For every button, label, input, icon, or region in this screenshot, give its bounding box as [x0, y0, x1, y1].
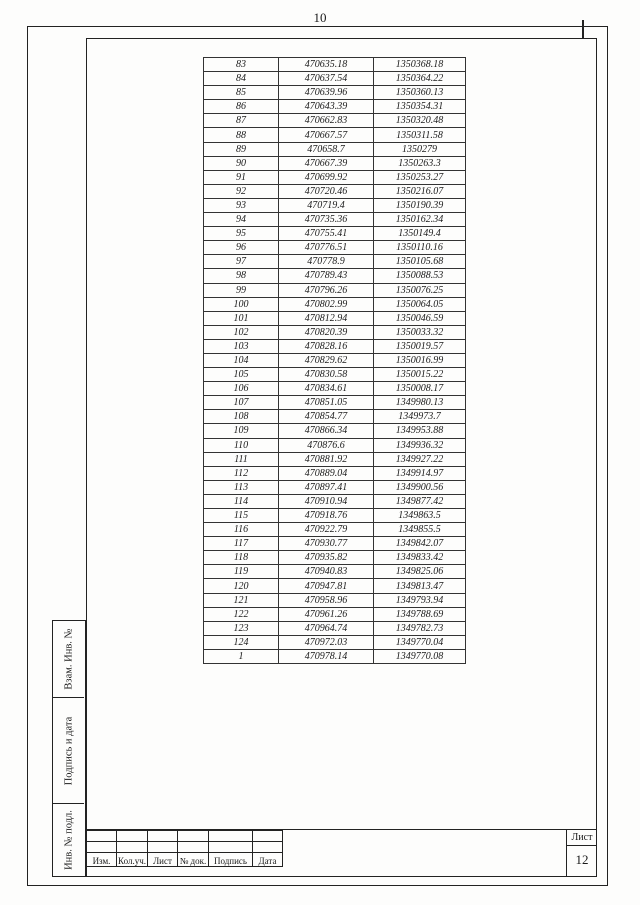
- point-number: 84: [204, 72, 279, 86]
- table-row: [204, 227, 466, 241]
- revision-grid: [86, 830, 283, 867]
- sheet-label: Лист: [567, 832, 597, 846]
- y-coordinate: 1350368.18: [374, 58, 466, 72]
- point-number: 120: [204, 579, 279, 593]
- x-coordinate: 470699.92: [279, 170, 374, 184]
- stamp-label-replacement: Взам. Инв. №: [63, 628, 74, 690]
- x-coordinate: 470889.04: [279, 466, 374, 480]
- point-number: 98: [204, 269, 279, 283]
- point-number: 119: [204, 565, 279, 579]
- table-row: [204, 325, 466, 339]
- x-coordinate: 470796.26: [279, 283, 374, 297]
- x-coordinate: 470658.7: [279, 142, 374, 156]
- frame-tick: [582, 20, 584, 38]
- point-number: 115: [204, 509, 279, 523]
- table-row: [204, 494, 466, 508]
- table-row: [204, 537, 466, 551]
- table-row: [204, 128, 466, 142]
- point-number: 122: [204, 607, 279, 621]
- y-coordinate: 1350149.4: [374, 227, 466, 241]
- table-row: [204, 424, 466, 438]
- point-number: 99: [204, 283, 279, 297]
- y-coordinate: 1350015.22: [374, 368, 466, 382]
- x-coordinate: 470930.77: [279, 537, 374, 551]
- table-row: [204, 438, 466, 452]
- x-coordinate: 470947.81: [279, 579, 374, 593]
- point-number: 1: [204, 649, 279, 663]
- y-coordinate: 1350088.53: [374, 269, 466, 283]
- x-coordinate: 470897.41: [279, 480, 374, 494]
- x-coordinate: 470635.18: [279, 58, 374, 72]
- table-row: [204, 311, 466, 325]
- y-coordinate: 1349855.5: [374, 523, 466, 537]
- y-coordinate: 1350364.22: [374, 72, 466, 86]
- y-coordinate: 1349863.5: [374, 509, 466, 523]
- y-coordinate: 1350162.34: [374, 213, 466, 227]
- point-number: 94: [204, 213, 279, 227]
- point-number: 85: [204, 86, 279, 100]
- point-number: 111: [204, 452, 279, 466]
- x-coordinate: 470735.36: [279, 213, 374, 227]
- col-label-doc-number: № док.: [178, 853, 209, 867]
- y-coordinate: 1349782.73: [374, 621, 466, 635]
- y-coordinate: 1350253.27: [374, 170, 466, 184]
- x-coordinate: 470828.16: [279, 339, 374, 353]
- y-coordinate: 1349877.42: [374, 494, 466, 508]
- point-number: 95: [204, 227, 279, 241]
- table-row: [204, 649, 466, 663]
- col-label-date: Дата: [253, 853, 283, 867]
- x-coordinate: 470667.57: [279, 128, 374, 142]
- y-coordinate: 1349936.32: [374, 438, 466, 452]
- point-number: 110: [204, 438, 279, 452]
- table-row: [204, 100, 466, 114]
- y-coordinate: 1350320.48: [374, 114, 466, 128]
- table-row: [204, 593, 466, 607]
- y-coordinate: 1350016.99: [374, 353, 466, 367]
- y-coordinate: 1350105.68: [374, 255, 466, 269]
- point-number: 107: [204, 396, 279, 410]
- stamp-cell-replacement: [53, 621, 84, 698]
- y-coordinate: 1350008.17: [374, 382, 466, 396]
- y-coordinate: 1350263.3: [374, 156, 466, 170]
- point-number: 105: [204, 368, 279, 382]
- point-number: 93: [204, 198, 279, 212]
- side-stamp-strip: [52, 620, 86, 877]
- table-row: [204, 86, 466, 100]
- x-coordinate: 470851.05: [279, 396, 374, 410]
- table-row: [204, 466, 466, 480]
- y-coordinate: 1349833.42: [374, 551, 466, 565]
- point-number: 87: [204, 114, 279, 128]
- y-coordinate: 1349842.07: [374, 537, 466, 551]
- x-coordinate: 470854.77: [279, 410, 374, 424]
- point-number: 91: [204, 170, 279, 184]
- y-coordinate: 1349980.13: [374, 396, 466, 410]
- y-coordinate: 1349770.04: [374, 635, 466, 649]
- table-row: [204, 509, 466, 523]
- col-label-count: Кол.уч.: [117, 853, 148, 867]
- table-row: [204, 269, 466, 283]
- y-coordinate: 1349770.08: [374, 649, 466, 663]
- table-row: [204, 353, 466, 367]
- point-number: 92: [204, 184, 279, 198]
- x-coordinate: 470637.54: [279, 72, 374, 86]
- point-number: 89: [204, 142, 279, 156]
- table-row: [204, 452, 466, 466]
- col-label-signature: Подпись: [209, 853, 253, 867]
- table-row: [204, 213, 466, 227]
- point-number: 103: [204, 339, 279, 353]
- x-coordinate: 470643.39: [279, 100, 374, 114]
- point-number: 106: [204, 382, 279, 396]
- table-row: [204, 114, 466, 128]
- table-row: [204, 184, 466, 198]
- y-coordinate: 1349953.88: [374, 424, 466, 438]
- table-row: [204, 382, 466, 396]
- x-coordinate: 470961.26: [279, 607, 374, 621]
- x-coordinate: 470834.61: [279, 382, 374, 396]
- point-number: 124: [204, 635, 279, 649]
- point-number: 116: [204, 523, 279, 537]
- point-number: 108: [204, 410, 279, 424]
- table-row: [204, 72, 466, 86]
- y-coordinate: 1350360.13: [374, 86, 466, 100]
- table-row: [204, 368, 466, 382]
- point-number: 117: [204, 537, 279, 551]
- y-coordinate: 1350190.39: [374, 198, 466, 212]
- table-row: [204, 551, 466, 565]
- title-block: [86, 829, 597, 877]
- point-number: 104: [204, 353, 279, 367]
- table-row: [204, 523, 466, 537]
- x-coordinate: 470972.03: [279, 635, 374, 649]
- table-row: [204, 156, 466, 170]
- y-coordinate: 1349825.06: [374, 565, 466, 579]
- table-row: [204, 142, 466, 156]
- x-coordinate: 470978.14: [279, 649, 374, 663]
- y-coordinate: 1350019.57: [374, 339, 466, 353]
- coordinates-table: [203, 57, 466, 664]
- x-coordinate: 470876.6: [279, 438, 374, 452]
- y-coordinate: 1350076.25: [374, 283, 466, 297]
- x-coordinate: 470964.74: [279, 621, 374, 635]
- point-number: 109: [204, 424, 279, 438]
- y-coordinate: 1350279: [374, 142, 466, 156]
- x-coordinate: 470940.83: [279, 565, 374, 579]
- x-coordinate: 470935.82: [279, 551, 374, 565]
- y-coordinate: 1349813.47: [374, 579, 466, 593]
- table-row: [204, 297, 466, 311]
- point-number: 101: [204, 311, 279, 325]
- sheet-box: [566, 829, 597, 877]
- point-number: 86: [204, 100, 279, 114]
- table-row: [204, 396, 466, 410]
- col-label-change: Изм.: [87, 853, 117, 867]
- y-coordinate: 1349900.56: [374, 480, 466, 494]
- stamp-label-signature: Подпись и дата: [63, 716, 74, 785]
- point-number: 102: [204, 325, 279, 339]
- x-coordinate: 470776.51: [279, 241, 374, 255]
- y-coordinate: 1350033.32: [374, 325, 466, 339]
- point-number: 100: [204, 297, 279, 311]
- point-number: 97: [204, 255, 279, 269]
- table-row: [204, 635, 466, 649]
- y-coordinate: 1350216.07: [374, 184, 466, 198]
- point-number: 88: [204, 128, 279, 142]
- point-number: 112: [204, 466, 279, 480]
- y-coordinate: 1350064.05: [374, 297, 466, 311]
- x-coordinate: 470719.4: [279, 198, 374, 212]
- table-row: [204, 565, 466, 579]
- point-number: 90: [204, 156, 279, 170]
- x-coordinate: 470958.96: [279, 593, 374, 607]
- x-coordinate: 470918.76: [279, 509, 374, 523]
- table-row: [204, 58, 466, 72]
- y-coordinate: 1349793.94: [374, 593, 466, 607]
- table-row: [204, 198, 466, 212]
- table-row: [204, 607, 466, 621]
- point-number: 96: [204, 241, 279, 255]
- sheet-number: 12: [575, 852, 589, 867]
- x-coordinate: 470830.58: [279, 368, 374, 382]
- y-coordinate: 1350046.59: [374, 311, 466, 325]
- table-row: [204, 410, 466, 424]
- page-top-number: 10: [313, 10, 327, 25]
- point-number: 113: [204, 480, 279, 494]
- table-row: [204, 621, 466, 635]
- y-coordinate: 1350311.58: [374, 128, 466, 142]
- col-label-sheet: Лист: [148, 853, 178, 867]
- point-number: 121: [204, 593, 279, 607]
- x-coordinate: 470881.92: [279, 452, 374, 466]
- x-coordinate: 470802.99: [279, 297, 374, 311]
- y-coordinate: 1350110.16: [374, 241, 466, 255]
- x-coordinate: 470812.94: [279, 311, 374, 325]
- table-row: [204, 480, 466, 494]
- y-coordinate: 1349788.69: [374, 607, 466, 621]
- y-coordinate: 1350354.31: [374, 100, 466, 114]
- y-coordinate: 1349973.7: [374, 410, 466, 424]
- point-number: 118: [204, 551, 279, 565]
- x-coordinate: 470755.41: [279, 227, 374, 241]
- y-coordinate: 1349927.22: [374, 452, 466, 466]
- x-coordinate: 470667.39: [279, 156, 374, 170]
- point-number: 114: [204, 494, 279, 508]
- x-coordinate: 470789.43: [279, 269, 374, 283]
- table-row: [204, 170, 466, 184]
- stamp-label-original: Инв. № подл.: [63, 809, 74, 870]
- stamp-cell-original: [53, 804, 84, 875]
- x-coordinate: 470662.83: [279, 114, 374, 128]
- x-coordinate: 470910.94: [279, 494, 374, 508]
- x-coordinate: 470866.34: [279, 424, 374, 438]
- stamp-cell-signature: [53, 698, 84, 804]
- table-row: [204, 339, 466, 353]
- table-row: [204, 283, 466, 297]
- point-number: 123: [204, 621, 279, 635]
- x-coordinate: 470778.9: [279, 255, 374, 269]
- x-coordinate: 470922.79: [279, 523, 374, 537]
- table-row: [204, 579, 466, 593]
- y-coordinate: 1349914.97: [374, 466, 466, 480]
- x-coordinate: 470829.62: [279, 353, 374, 367]
- x-coordinate: 470639.96: [279, 86, 374, 100]
- x-coordinate: 470820.39: [279, 325, 374, 339]
- point-number: 83: [204, 58, 279, 72]
- table-row: [204, 241, 466, 255]
- x-coordinate: 470720.46: [279, 184, 374, 198]
- table-row: [204, 255, 466, 269]
